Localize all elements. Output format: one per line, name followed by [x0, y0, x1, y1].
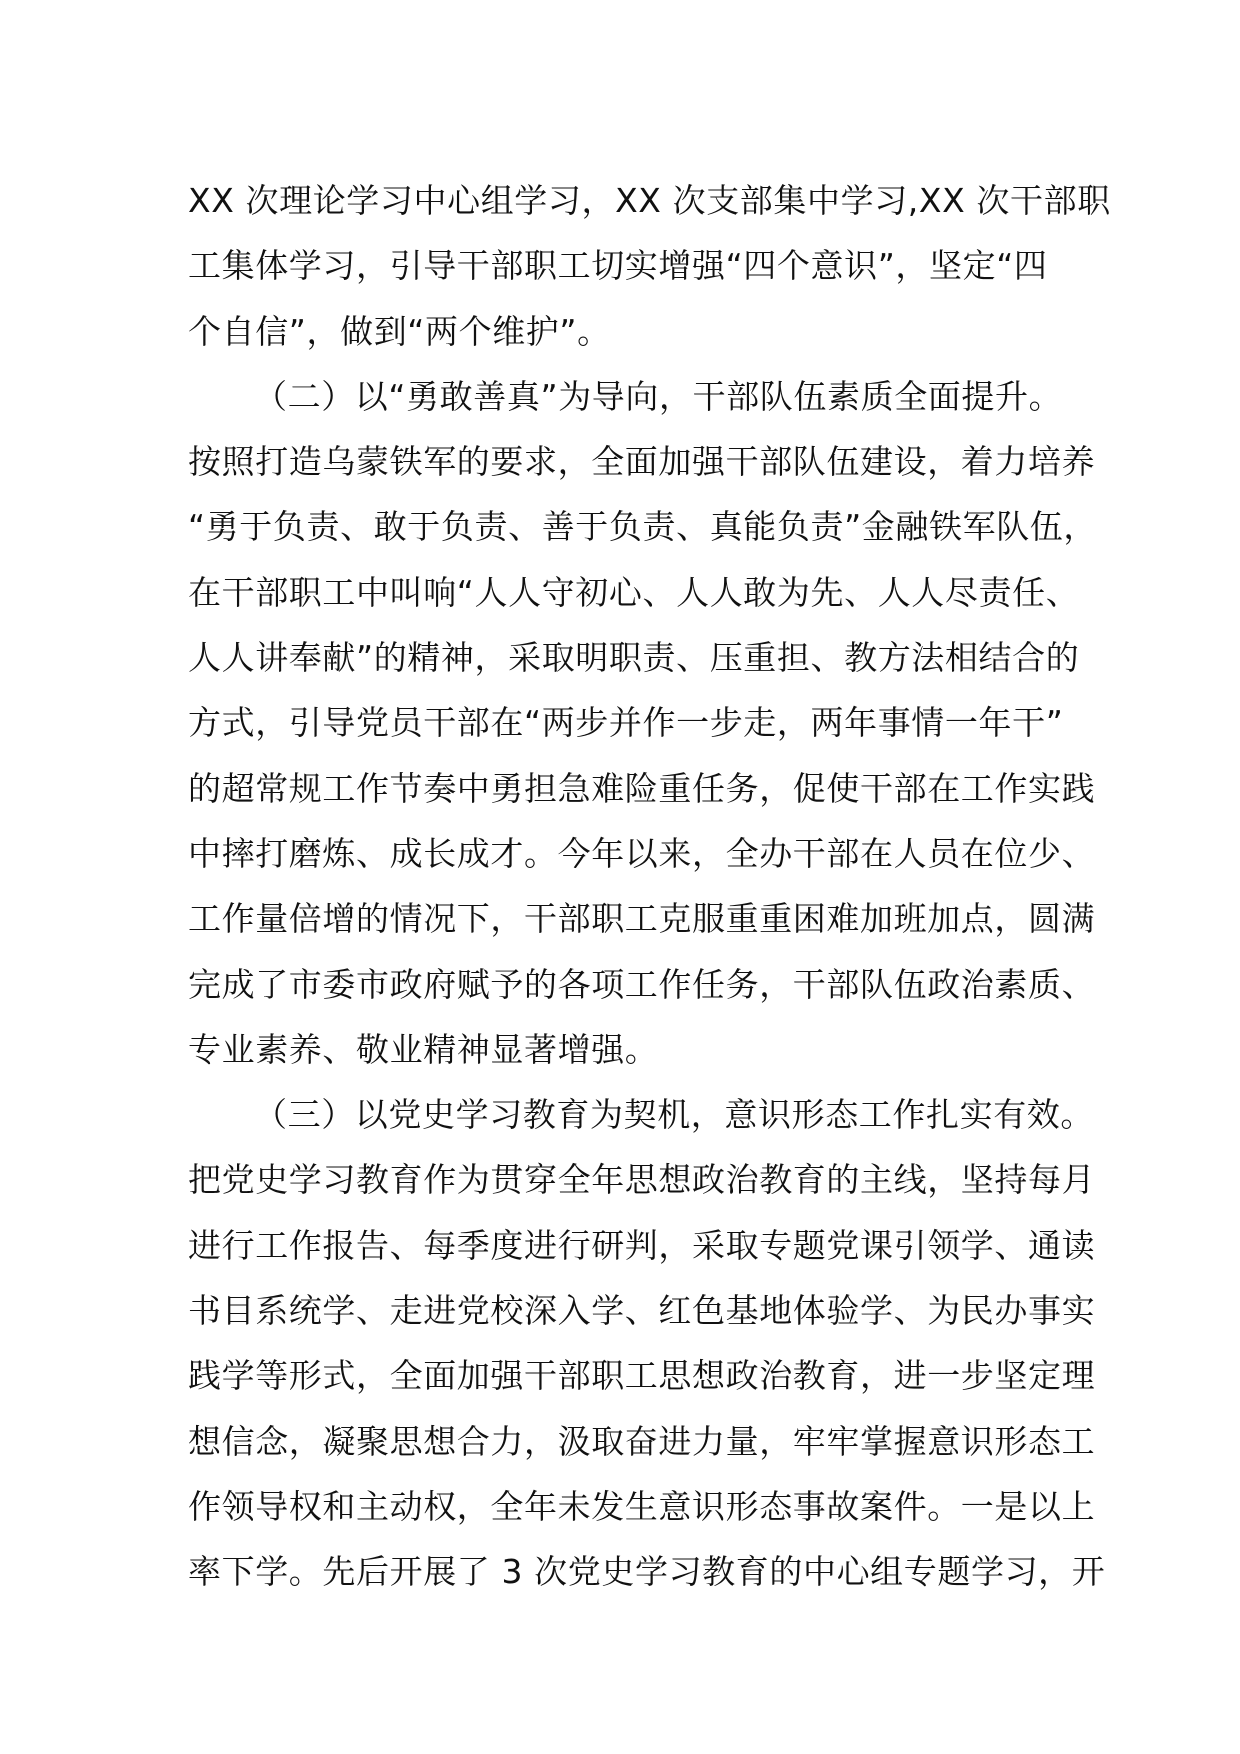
- text-line: 完成了市委市政府赋予的各项工作任务，干部队伍政治素质、: [188, 964, 1096, 1004]
- text-line: 把党史学习教育作为贯穿全年思想政治教育的主线，坚持每月: [188, 1160, 1096, 1200]
- text-line: 践学等形式，全面加强干部职工思想政治教育，进一步坚定理: [188, 1356, 1096, 1396]
- text-line: “勇于负责、敢于负责、善于负责、真能负责”金融铁军队伍，: [188, 507, 1097, 547]
- section-heading-3: （三）以党史学习教育为契机，意识形态工作扎实有效。: [254, 1095, 1094, 1135]
- text-line: 书目系统学、走进党校深入学、红色基地体验学、为民办事实: [188, 1291, 1096, 1331]
- text-line: 在干部职工中叫响“人人守初心、人人敢为先、人人尽责任、: [188, 572, 1080, 612]
- section-heading-2: （二）以“勇敢善真”为导向，干部队伍素质全面提升。: [254, 376, 1063, 416]
- text-line: 进行工作报告、每季度进行研判，采取专题党课引领学、通读: [188, 1225, 1096, 1265]
- document-body: [188, 168, 1111, 1605]
- text-line: 作领导权和主动权，全年未发生意识形态事故案件。一是以上: [188, 1486, 1096, 1526]
- text-line: 中摔打磨炼、成长成才。今年以来，全办干部在人员在位少、: [188, 833, 1096, 873]
- text-line: 人人讲奉献”的精神，采取明职责、压重担、教方法相结合的: [188, 638, 1080, 678]
- text-line: 按照打造乌蒙铁军的要求，全面加强干部队伍建设，着力培养: [188, 442, 1096, 482]
- text-line: 工作量倍增的情况下，干部职工克服重重困难加班加点，圆满: [188, 899, 1096, 939]
- text-line: 工集体学习，引导干部职工切实增强“四个意识”，坚定“四: [188, 246, 1048, 286]
- text-line: 想信念，凝聚思想合力，汲取奋进力量，牢牢掌握意识形态工: [188, 1421, 1096, 1461]
- text-line: 方式，引导党员干部在“两步并作一步走，两年事情一年干”: [188, 703, 1064, 743]
- text-line: 专业素养、敬业精神显著增强。: [188, 1029, 659, 1069]
- text-line: 率下学。先后开展了 3 次党史学习教育的中心组专题学习，开: [188, 1552, 1106, 1592]
- text-line: 个自信”，做到“两个维护”。: [188, 311, 611, 351]
- text-line: XX 次理论学习中心组学习，XX 次支部集中学习,XX 次干部职: [188, 181, 1111, 220]
- text-line: 的超常规工作节奏中勇担急难险重任务，促使干部在工作实践: [188, 768, 1096, 808]
